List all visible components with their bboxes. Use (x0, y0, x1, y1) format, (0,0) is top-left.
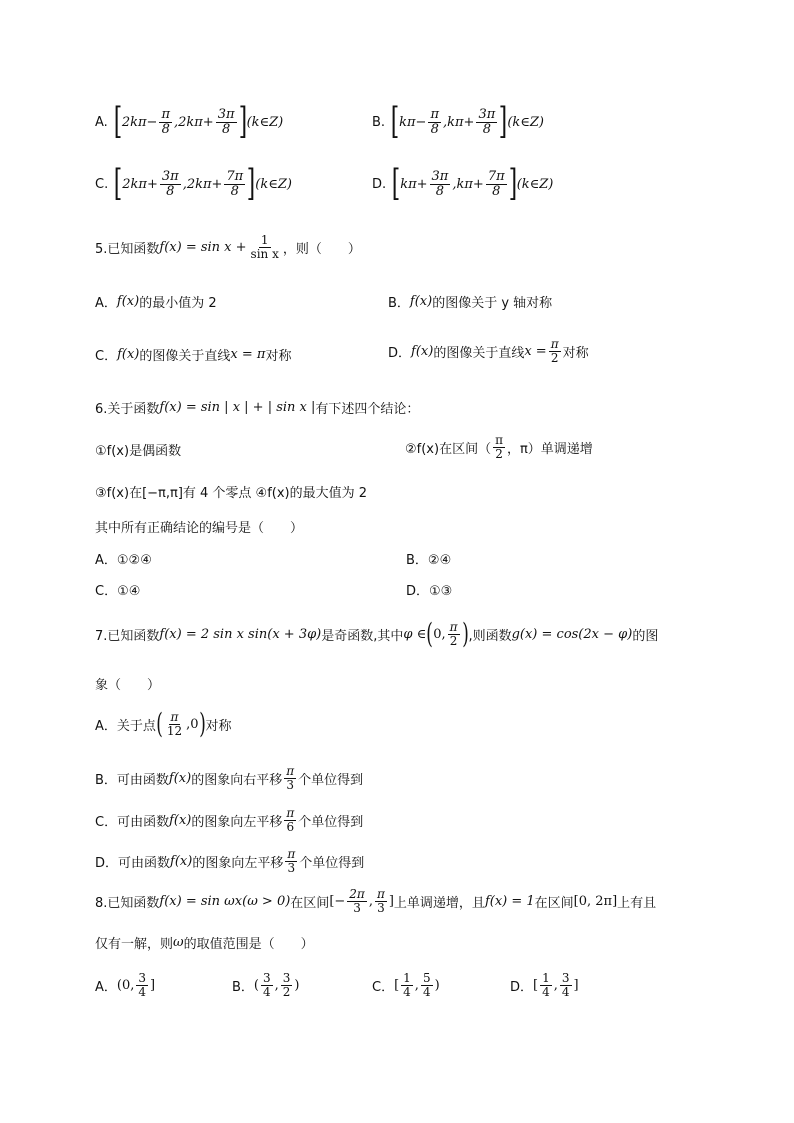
option-text: 个单位得到 (298, 772, 364, 788)
q6-statement-2 (405, 434, 593, 460)
left-bracket: [ (114, 163, 123, 204)
math-text: f(x) (170, 853, 193, 869)
fraction: $\frac{\pi}{3}$ (287, 847, 296, 875)
option-text: B．②④ (406, 553, 452, 568)
math-text: f(x) = 1 (484, 893, 535, 909)
option-label: B． (232, 979, 254, 995)
math-text: , (553, 977, 558, 993)
math-text: g(x) = cos(2x − φ) (511, 626, 633, 642)
math-text: , (368, 893, 373, 909)
math-text: kπ+ (400, 176, 428, 192)
math-text: f(x) (169, 812, 192, 828)
q7-option-c[interactable] (95, 807, 363, 833)
left-bracket: [ (113, 101, 123, 142)
q8-stem-line2 (95, 933, 314, 952)
math-text: [0, 2π] (573, 893, 618, 909)
right-paren: ) (461, 617, 469, 650)
math-text: f(x) (411, 343, 434, 359)
math-text: x = π (230, 347, 266, 362)
q4-option-d[interactable] (372, 163, 554, 204)
option-label: D. (372, 176, 387, 192)
right-paren: ) (198, 707, 206, 740)
right-bracket: ] (499, 101, 508, 142)
math-text: φ ∈ (403, 626, 427, 642)
q5-option-d[interactable] (388, 338, 589, 364)
statement-text: ③f(x)在[−π,π]有 4 个零点 ④f(x)的最大值为 2 (95, 486, 368, 501)
q4-option-a[interactable] (95, 101, 284, 142)
math-text: 2kπ+ (122, 176, 158, 192)
option-label: C． (372, 979, 395, 995)
q7-stem-line2 (95, 674, 160, 693)
q6-option-a[interactable] (95, 549, 152, 568)
math-text: ) (434, 977, 440, 993)
fraction: $\frac{3}{4}$ (138, 971, 147, 999)
question-text: ,则函数 (468, 628, 512, 644)
fraction: $\frac{\pi}{6}$ (286, 806, 295, 834)
left-bracket: [ (391, 163, 401, 204)
q6-option-d[interactable] (406, 580, 452, 599)
math-text: , (414, 977, 419, 993)
fraction: $\frac{3}{4}$ (561, 971, 570, 999)
left-bracket: [ (390, 101, 400, 142)
math-text: (k∈Z) (516, 176, 554, 192)
option-label: C． (95, 349, 118, 364)
question-text: 象（ ） (95, 678, 161, 693)
fraction: $\frac{\pi}{3}$ (376, 887, 385, 915)
math-text: f(x) (409, 294, 433, 309)
question-text: 是奇函数,其中 (321, 628, 404, 644)
fraction: $\frac{1}{\text{sin x}}$ (250, 233, 279, 261)
statement-text: ①f(x)是偶函数 (95, 444, 182, 459)
fraction: $\frac{3\pi}{8}$ (217, 106, 235, 137)
fraction: $\frac{1}{4}$ (403, 971, 411, 999)
math-text: f(x) (117, 347, 140, 362)
question-text: 8.已知函数 (95, 895, 160, 911)
q7-stem (95, 617, 659, 650)
fraction: $\frac{\pi}{2}$ (495, 433, 503, 461)
question-text: 上有且 (617, 895, 657, 911)
math-text: , (274, 977, 279, 993)
option-text: 的最小值为 2 (139, 296, 217, 311)
option-text: D．可由函数 (95, 855, 171, 871)
option-label: D． (388, 345, 412, 361)
right-bracket: ] (247, 163, 256, 204)
option-text: A．①②④ (95, 553, 152, 568)
option-text: 的图像关于直线 (433, 345, 525, 361)
fraction: $\frac{7\pi}{8}$ (226, 168, 244, 199)
math-text: f(x) = sin | x | + | sin x | (159, 400, 316, 415)
math-text: 0, (433, 626, 446, 642)
fraction: $\frac{3}{2}$ (282, 971, 291, 999)
fraction: $\frac{\pi}{8}$ (430, 106, 439, 137)
math-text: ,kπ+ (452, 176, 484, 192)
question-text: 5.已知函数 (95, 241, 160, 257)
fraction: $\frac{5}{4}$ (422, 971, 431, 999)
option-text: 的图像关于 y 轴对称 (432, 296, 553, 311)
fraction: $\frac{3}{4}$ (263, 971, 271, 999)
option-text: 个单位得到 (299, 855, 365, 871)
q6-stem (95, 398, 419, 417)
q8-stem (95, 888, 656, 914)
option-text: 的图象向右平移 (191, 772, 283, 788)
q8-option-a[interactable] (95, 972, 155, 998)
fraction: $\frac{3\pi}{8}$ (161, 168, 179, 199)
fraction: $\frac{\pi}{3}$ (286, 764, 295, 792)
question-text: 上单调递增，且 (393, 895, 485, 911)
math-text: [ (533, 977, 539, 993)
q5-option-a[interactable] (95, 292, 217, 311)
q7-option-b[interactable] (95, 765, 363, 791)
question-text: 在区间 (290, 895, 330, 911)
math-text: ( (253, 977, 259, 993)
q6-question (95, 517, 303, 536)
fraction: $\frac{\pi}{2}$ (449, 619, 458, 648)
left-paren: ( (426, 617, 434, 650)
math-text: ω (173, 935, 184, 950)
q4-option-b[interactable] (372, 101, 544, 142)
q6-statement-3-4 (95, 482, 367, 501)
math-text: ) (294, 977, 300, 993)
math-text: ] (573, 977, 579, 993)
option-text: 的图象向左平移 (192, 855, 284, 871)
q5-stem (95, 234, 361, 260)
option-text: 的图象向左平移 (191, 814, 283, 830)
math-text: (k∈Z) (507, 114, 544, 130)
question-text: 的图 (632, 628, 659, 644)
fraction: $\frac{7\pi}{8}$ (487, 168, 505, 199)
math-text: ,kπ+ (442, 114, 475, 130)
math-text: f(x) (116, 294, 140, 309)
q5-option-c[interactable] (95, 345, 291, 364)
q4-option-c[interactable] (95, 163, 292, 204)
fraction: $\frac{1}{4}$ (542, 971, 550, 999)
question-text: ，则（ ） (282, 241, 361, 257)
q6-statement-1 (95, 440, 181, 459)
option-label: C. (95, 176, 109, 192)
option-label: A． (95, 296, 117, 311)
q8-option-c[interactable] (372, 972, 440, 998)
option-text: 个单位得到 (298, 814, 364, 830)
math-text: (k∈Z) (255, 176, 292, 192)
option-label: B． (388, 296, 410, 311)
option-text: C．可由函数 (95, 814, 170, 830)
question-text: 其中所有正确结论的编号是（ ） (95, 521, 304, 536)
option-text: C．①④ (95, 584, 141, 599)
question-text: 的取值范围是（ ） (183, 937, 314, 952)
math-text: ,0 (186, 716, 199, 732)
option-label: B. (372, 114, 386, 130)
math-text: ,2kπ+ (173, 114, 214, 130)
math-text: ] (388, 893, 394, 909)
fraction: $\frac{\pi}{12}$ (166, 709, 183, 738)
math-text: f(x) = sin ωx(ω > 0) (159, 893, 291, 909)
math-text: f(x) = 2 sin x sin(x + 3φ) (159, 626, 322, 642)
question-text: 仅有一解，则 (95, 937, 174, 952)
fraction: $\frac{\pi}{8}$ (161, 106, 170, 137)
option-label: A． (95, 979, 117, 995)
option-text: B．可由函数 (95, 772, 169, 788)
right-bracket: ] (238, 101, 247, 142)
option-text: 的图像关于直线 (139, 349, 231, 364)
q7-option-a[interactable] (95, 707, 232, 740)
q5-option-b[interactable] (388, 292, 552, 311)
fraction: $\frac{2\pi}{3}$ (349, 887, 365, 915)
statement-text: ②f(x)在区间（ (405, 441, 492, 457)
math-text: 2kπ− (121, 114, 158, 130)
option-label: A. (95, 114, 108, 130)
fraction: $\frac{3\pi}{8}$ (478, 106, 496, 137)
q6-option-c[interactable] (95, 580, 140, 599)
q8-option-b[interactable] (232, 972, 300, 998)
right-bracket: ] (508, 163, 517, 204)
q6-option-b[interactable] (406, 549, 451, 568)
math-text: kπ− (399, 114, 427, 130)
math-text: ,2kπ+ (182, 176, 223, 192)
question-text: 有下述四个结论： (315, 402, 420, 417)
question-text: 7.已知函数 (95, 628, 160, 644)
option-text: 对称 (205, 718, 232, 734)
option-text: A．关于点 (95, 718, 156, 734)
math-text: (0, (116, 977, 135, 993)
left-paren: ( (156, 707, 163, 740)
math-text: x = (524, 343, 547, 359)
option-label: D． (510, 979, 534, 995)
fraction: $\frac{\pi}{2}$ (550, 337, 559, 365)
q8-option-d[interactable] (510, 972, 579, 998)
question-text: 6.关于函数 (95, 402, 160, 417)
fraction: $\frac{3\pi}{8}$ (431, 168, 449, 199)
option-text: 对称 (265, 349, 292, 364)
math-text: f(x) (168, 770, 192, 786)
math-text: ] (150, 977, 156, 993)
statement-text: ，π）单调递增 (506, 441, 593, 457)
math-text: [− (329, 893, 346, 909)
option-text: 对称 (562, 345, 589, 361)
q7-option-d[interactable] (95, 848, 364, 874)
math-text: [ (394, 977, 400, 993)
math-text: (k∈Z) (246, 114, 284, 130)
option-text: D．①③ (406, 584, 453, 599)
math-text: f(x) = sin x + (159, 239, 247, 255)
question-text: 在区间 (534, 895, 574, 911)
